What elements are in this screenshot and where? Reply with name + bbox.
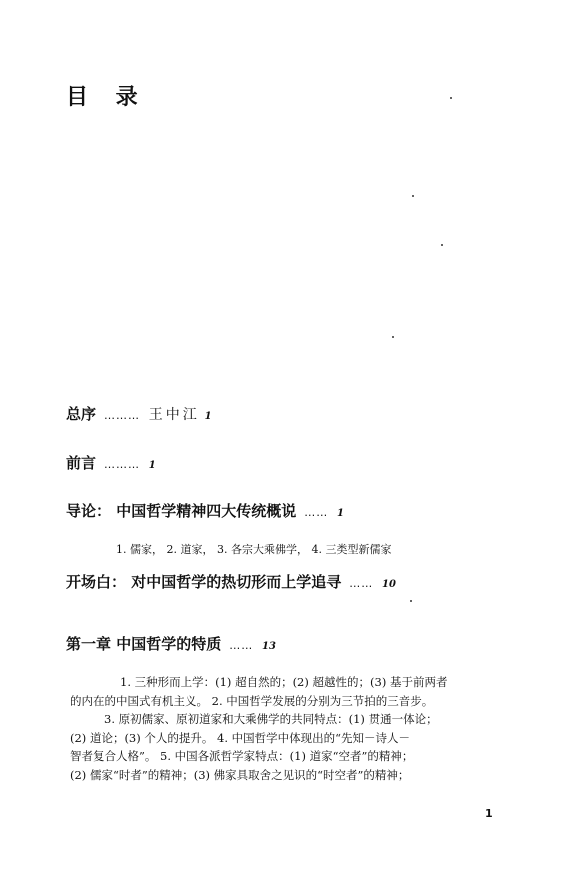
toc-entry-page: 13 (262, 641, 276, 652)
scan-speck (392, 336, 394, 338)
page-title: 目 录 (66, 85, 148, 110)
toc-entry-author: 王中江 (148, 407, 200, 423)
toc-entry-foreword[interactable] (66, 452, 156, 473)
toc-leader-dots: ……… (104, 458, 141, 471)
scan-speck (441, 244, 443, 246)
toc-entry-title: 总序 (66, 405, 97, 423)
toc-entry-title: 前言 (66, 454, 97, 472)
toc-entry-page: 1 (337, 508, 344, 519)
summary-line: 智者复合人格”。 5. 中国各派哲学家特点：(1) 道家“空者”的精神； (70, 749, 414, 763)
page-number: 1 (485, 807, 493, 820)
summary-line: 的内在的中国式有机主义。 2. 中国哲学发展的分别为三节拍的三音步。 (70, 693, 434, 708)
toc-entry-page: 10 (382, 579, 396, 590)
summary-line: (2) 儒家“时者”的精神；(3) 佛家具取舍之见识的“时空者”的精神； (70, 767, 410, 782)
scan-speck (410, 600, 412, 602)
toc-entry-page: 1 (148, 460, 156, 471)
summary-line: 1. 三种形而上学：(1) 超自然的；(2) 超越性的；(3) 基于前两者 (120, 675, 448, 689)
toc-leader-dots: …… (229, 639, 254, 652)
scan-speck (412, 195, 414, 197)
toc-entry-title: 开场白： 对中国哲学的热切形而上学追寻 (66, 573, 342, 591)
toc-entry-opening[interactable] (66, 571, 396, 592)
toc-entry-title: 导论： 中国哲学精神四大传统概说 (66, 502, 297, 520)
toc-leader-dots: …… (349, 577, 374, 590)
summary-line: (2) 道论；(3) 个人的提升。 4. 中国哲学中体现出的“先知－诗人－ (70, 730, 411, 745)
introduction-subsections: 1. 儒家， 2. 道家， 3. 各宗大乘佛学， 4. 三类型新儒家 (116, 543, 392, 556)
scan-speck (450, 97, 452, 99)
toc-entry-chapter-1[interactable] (66, 633, 276, 654)
summary-line: 3. 原初儒家、原初道家和大乘佛学的共同特点：(1) 贯通一体论； (104, 712, 438, 726)
toc-entry-introduction[interactable] (66, 500, 344, 521)
toc-leader-dots: ……… (104, 409, 141, 422)
toc-leader-dots: …… (304, 506, 329, 519)
toc-entry-title: 第一章 中国哲学的特质 (66, 635, 222, 653)
chapter-1-summary (70, 673, 500, 784)
toc-entry-page: 1 (204, 411, 212, 422)
toc-entry-general-preface[interactable] (66, 403, 212, 424)
